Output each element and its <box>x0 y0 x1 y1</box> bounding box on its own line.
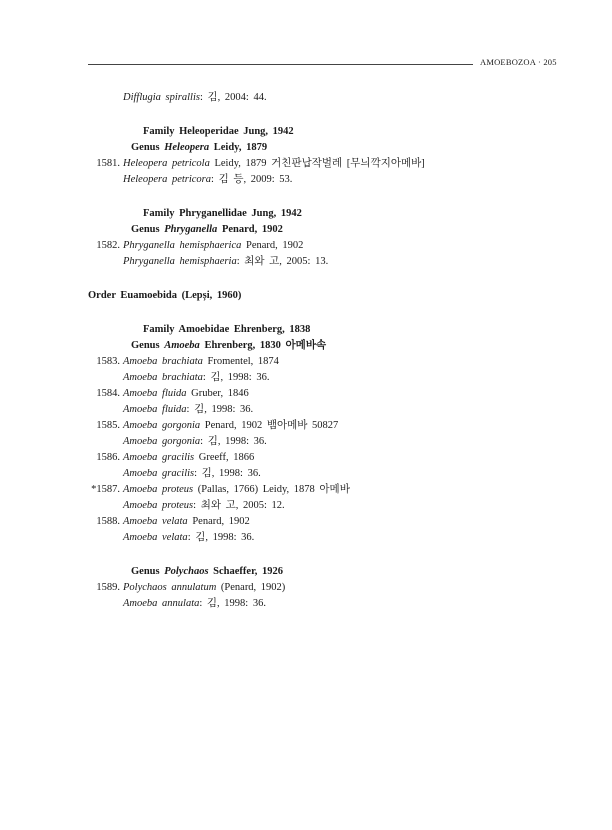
citation-line: Amoeba brachiata: 김, 1998: 36. <box>123 372 270 383</box>
citation-line: Amoeba velata: 김, 1998: 36. <box>123 532 255 543</box>
citation-line: Amoeba annulata: 김, 1998: 36. <box>123 598 266 609</box>
running-head: AMOEBOZOA · 205 <box>480 57 557 67</box>
header-rule <box>88 64 473 65</box>
citation-line: Amoeba proteus: 최와 고, 2005: 12. <box>123 500 285 511</box>
family-heading: Family Amoebidae Ehrenberg, 1838 <box>143 324 311 335</box>
genus-heading: Genus Heleopera Leidy, 1879 <box>131 142 268 153</box>
citation-line: Amoeba gracilis: 김, 1998: 36. <box>123 468 261 479</box>
genus-heading: Genus Amoeba Ehrenberg, 1830 아메바속 <box>131 340 327 351</box>
citation-line: Difflugia spirallis: 김, 2004: 44. <box>123 92 267 103</box>
family-heading: Family Heleoperidae Jung, 1942 <box>143 126 294 137</box>
order-heading: Order Euamoebida (Lepși, 1960) <box>88 290 242 301</box>
citation-line: Phryganella hemisphaeria: 최와 고, 2005: 13. <box>123 256 329 267</box>
genus-heading: Genus Polychaos Schaeffer, 1926 <box>131 566 284 577</box>
citation-line: Heleopera petricora: 김 등, 2009: 53. <box>123 174 293 185</box>
family-heading: Family Phryganellidae Jung, 1942 <box>143 208 302 219</box>
genus-heading: Genus Phryganella Penard, 1902 <box>131 224 283 235</box>
citation-line: Amoeba fluida: 김, 1998: 36. <box>123 404 254 415</box>
citation-line: Amoeba gorgonia: 김, 1998: 36. <box>123 436 267 447</box>
